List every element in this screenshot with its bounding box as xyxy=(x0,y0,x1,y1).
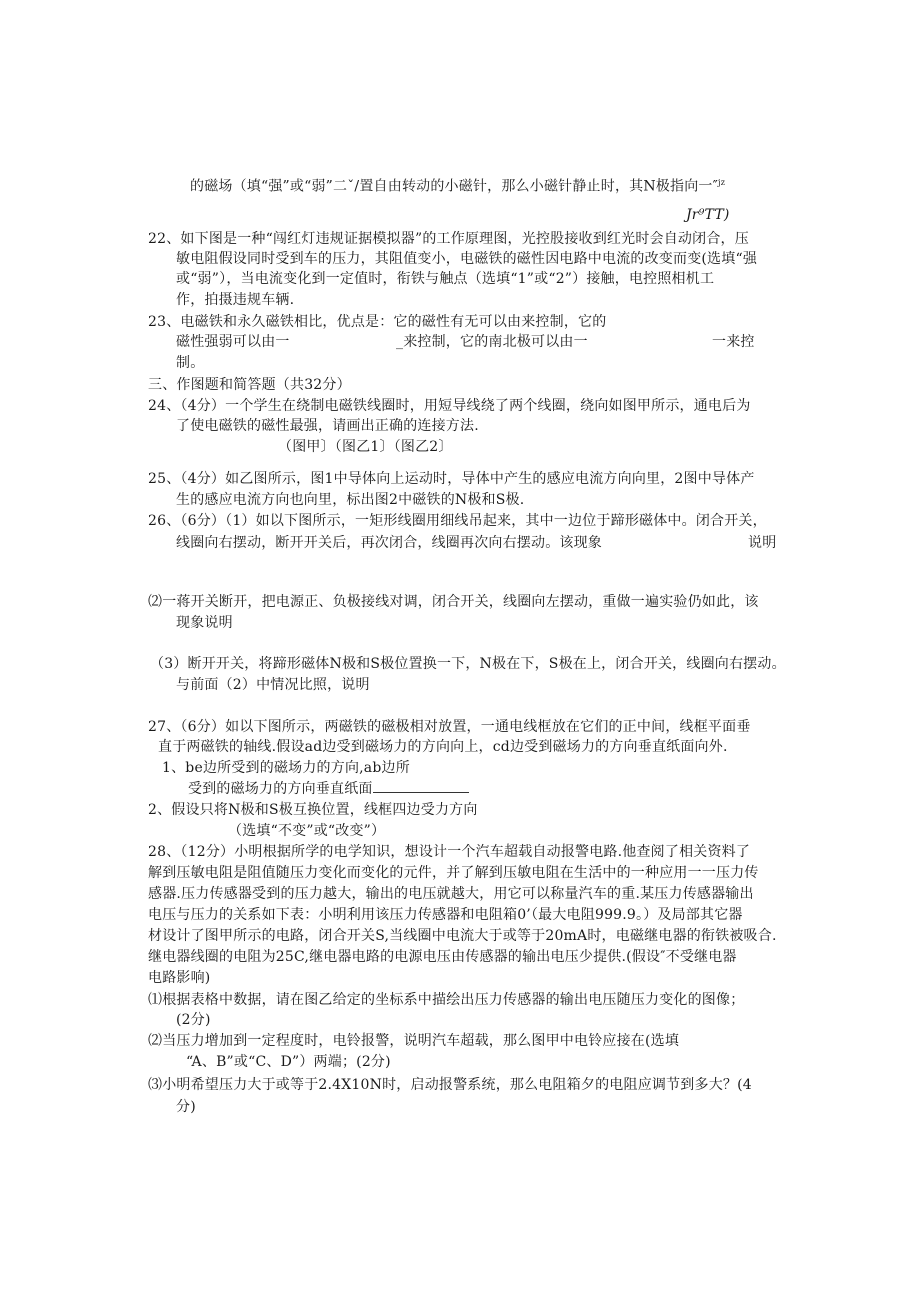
q26-part2-line-2: 现象说明 xyxy=(176,615,233,631)
q28-part3-line-2: 分) xyxy=(176,1099,196,1115)
q28-line-5: 材设计了图甲所示的电路，闭合开关S,当线圈中电流大于或等于20mA时，电磁继电器的衔铁被吸合. xyxy=(148,928,777,944)
q27-sub1-line-1: 1、be边所受到的磁场力的方向,ab边所 xyxy=(162,760,410,776)
q28-line-7: 电路影响) xyxy=(148,970,211,986)
q24-line-2: 了使电磁铁的磁性最强，请画出正确的连接方法. xyxy=(176,418,479,434)
q25-line-1: 25、（4分）如乙图所示，图1中导体向上运动时，导体中产生的感应电流方向向里，2图中导体产 xyxy=(148,471,755,487)
q22-line-2: 敏电阻假设同时受到车的压力，其阻值变小，电磁铁的磁性因电路中电流的改变而变(选填“强 xyxy=(176,251,758,267)
q21-text: 的磁场（填“强”或“弱”二ˇ/置自由转动的小磁针，那么小磁针静止时，其N极指向一″ xyxy=(190,178,719,195)
q27-sub1-text: 受到的磁场力的方向垂直纸面 xyxy=(188,781,373,797)
q28-line-3: 感器.压力传感器受到的压力越大，输出的电压就越大，用它可以称量汽车的重.某压力传感器输出 xyxy=(148,886,754,902)
q28-line-2: 解到压敏电阻是阻值随压力变化而变化的元件，并了解到压敏电阻在生活中的一种应用一一压力传 xyxy=(148,865,759,881)
q26-line-2-explain: 说明 xyxy=(748,535,777,551)
q21-line-2: Jr⁹TT) xyxy=(686,207,730,223)
answer-blank[interactable] xyxy=(373,780,469,793)
q28-part2-line-2: “A、B”或“C、D”）两端；(2分) xyxy=(186,1054,391,1070)
q28-line-4: 电压与压力的关系如下表：小明利用该压力传感器和电阻箱0’（最大电阻999.9。）及局部其它器 xyxy=(148,907,743,923)
q28-part3-line-1: ⑶小明希望压力大于或等于2.4X10N时，启动报警系统，那么电阻箱夕的电阻应调节到多大？(4 xyxy=(148,1077,752,1093)
q22-line-1: 22、如下图是一种“闯红灯违规证据模拟器”的工作原理图，光控股接收到红光时会自动闭合，压 xyxy=(148,231,749,247)
q26-line-1: 26、（6分）（1）如以下图所示，一矩形线圈用细线吊起来，其中一边位于蹄形磁体中。闭合开关， xyxy=(148,513,767,529)
q26-part3-line-1: （3）断开开关，将蹄形磁体N极和S极位置换一下，N极在下，S极在上，闭合开关，线圈向右摆动。 xyxy=(150,656,786,672)
q22-line-3: 或“弱”），当电流变化到一定值时，衔铁与触点（选填“1”或“2”）接触，电控照相机工 xyxy=(176,271,715,287)
q27-line-2: 直于两磁铁的轴线.假设ad边受到磁场力的方向向上，cd边受到磁场力的方向垂直纸面向外. xyxy=(158,739,728,755)
q24-line-1: 24、（4分）一个学生在绕制电磁铁线圈时，用短导线绕了两个线圈，绕向如图甲所示，通电后为 xyxy=(148,398,751,414)
q28-part1-line-2: (2分) xyxy=(176,1012,211,1028)
q27-sub1-line-2 xyxy=(188,780,469,798)
q26-part3-line-2: 与前面（2）中情况比照，说明 xyxy=(176,677,370,693)
q24-figure-labels: （图甲〕（图乙1〕（图乙2〕 xyxy=(278,439,453,455)
q27-line-1: 27、（6分）如以下图所示，两磁铁的磁极相对放置，一通电线框放在它们的正中间，线框平面垂 xyxy=(148,719,751,735)
q23-line-2b: _来控制，它的南北极可以由一 xyxy=(396,334,588,350)
q27-sub2-line-1: 2、假设只将N极和S极互换位置，线框四边受力方向 xyxy=(148,802,478,818)
q21-superscript: jz xyxy=(718,178,726,187)
q28-part2-line-1: ⑵当压力增加到一定程度时，电铃报警，说明汽车超载，那么图甲中电铃应接在(选填 xyxy=(148,1033,680,1049)
q23-line-2c: 一来控 xyxy=(712,334,755,350)
q28-line-6: 继电器线圈的电阻为25C,继电器电路的电源电压由传感器的输出电压少提供.(假设″不受继电器 xyxy=(148,949,737,965)
q23-line-1: 23、电磁铁和永久磁铁相比，优点是：它的磁性有无可以由来控制，它的 xyxy=(148,314,607,330)
q25-line-2: 生的感应电流方向也向里，标出图2中磁铁的N极和S极. xyxy=(176,492,525,508)
q26-part2-line-1: ⑵一蒋开关断开，把电源正、负极接线对调，闭合开关，线圈向左摆动，重做一遍实验仍如此，该 xyxy=(148,594,759,610)
q26-line-2: 线圈向右摆动，断开开关后，再次闭合，线圈再次向右摆动。该现象 xyxy=(176,535,602,551)
q22-line-4: 作，拍摄违规车辆. xyxy=(176,292,295,308)
q23-line-2a: 磁性强弱可以由一 xyxy=(176,334,290,350)
section-3-heading: 三、作图题和简答题（共32分） xyxy=(148,377,351,393)
q28-line-1: 28、（12分）小明根据所学的电学知识，想设计一个汽车超载自动报警电路.他查阅了相关资料了 xyxy=(148,844,751,860)
q28-part1-line-1: ⑴根据表格中数据，请在图乙给定的坐标系中描绘出压力传感器的输出电压随压力变化的图像； xyxy=(148,992,745,1008)
q27-sub2-line-2: （选填“不变”或“改变”） xyxy=(228,823,386,839)
q21-line-1 xyxy=(190,174,725,196)
q23-line-3: 制。 xyxy=(176,355,205,371)
